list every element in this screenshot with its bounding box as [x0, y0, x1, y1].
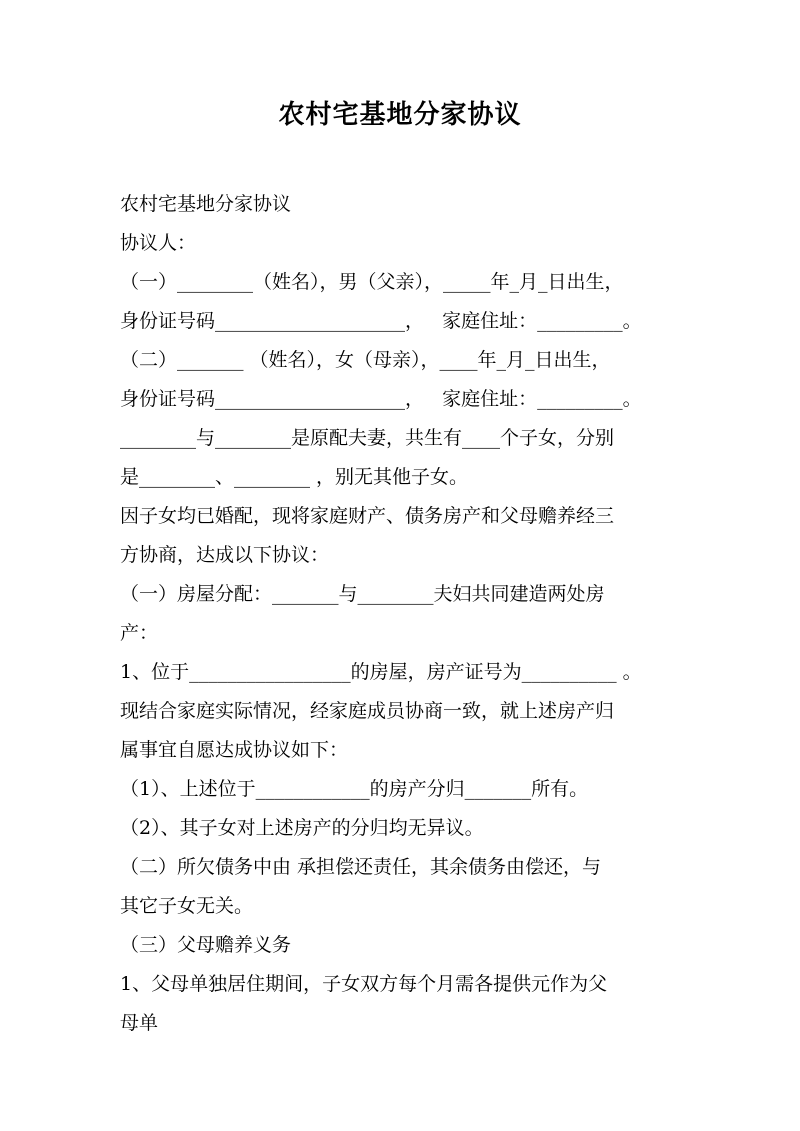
body-line-property-location: 1、位于_________________的房屋，房产证号为__________ 。 [120, 661, 642, 683]
body-line-support-1-cont: 母单 [120, 1012, 159, 1034]
body-line-father-id: 身份证号码____________________， 家庭住址：_________。 [120, 310, 642, 332]
body-line-agreement-intro-cont: 属事宜自愿达成协议如下： [120, 739, 349, 761]
body-line-marriage: ________与________是原配夫妻，共生有____个子女，分别 [120, 427, 615, 449]
document-title: 农村宅基地分家协议 [278, 100, 522, 130]
body-line-support-heading: （三）父母赡养义务 [120, 934, 292, 956]
body-line-housing-cont: 产： [120, 622, 159, 644]
body-line-clause-2: （2）、其子女对上述房产的分归均无异议。 [120, 817, 484, 839]
body-line-subtitle: 农村宅基地分家协议 [120, 193, 292, 215]
body-line-agreement-intro: 现结合家庭实际情况，经家庭成员协商一致，就上述房产归 [120, 700, 615, 722]
body-line-children: 是________、________ ，别无其他子女。 [120, 466, 469, 488]
body-line-mother-info: （二）_______ （姓名），女（母亲），____年_月_日出生， [120, 349, 611, 371]
body-line-clause-1: （1）、上述位于____________的房产分归_______所有。 [120, 778, 589, 800]
body-line-support-1: 1、父母单独居住期间，子女双方每个月需各提供元作为父 [120, 973, 608, 995]
body-line-housing-heading: （一）房屋分配：_______与________夫妇共同建造两处房 [120, 583, 605, 605]
body-line-purpose: 因子女均已婚配，现将家庭财产、债务房产和父母赡养经三 [120, 505, 615, 527]
body-line-parties-heading: 协议人： [120, 232, 197, 254]
body-line-debt-cont: 其它子女无关。 [120, 895, 254, 917]
body-line-purpose-cont: 方协商，达成以下协议： [120, 544, 330, 566]
body-line-mother-id: 身份证号码____________________， 家庭住址：_________。 [120, 388, 642, 410]
agreement-body [120, 185, 690, 1043]
body-line-debt: （二）所欠债务中由 承担偿还责任，其余债务由偿还，与 [120, 856, 602, 878]
body-line-father-info: （一）________（姓名），男（父亲），_____年_月_日出生， [120, 271, 624, 293]
